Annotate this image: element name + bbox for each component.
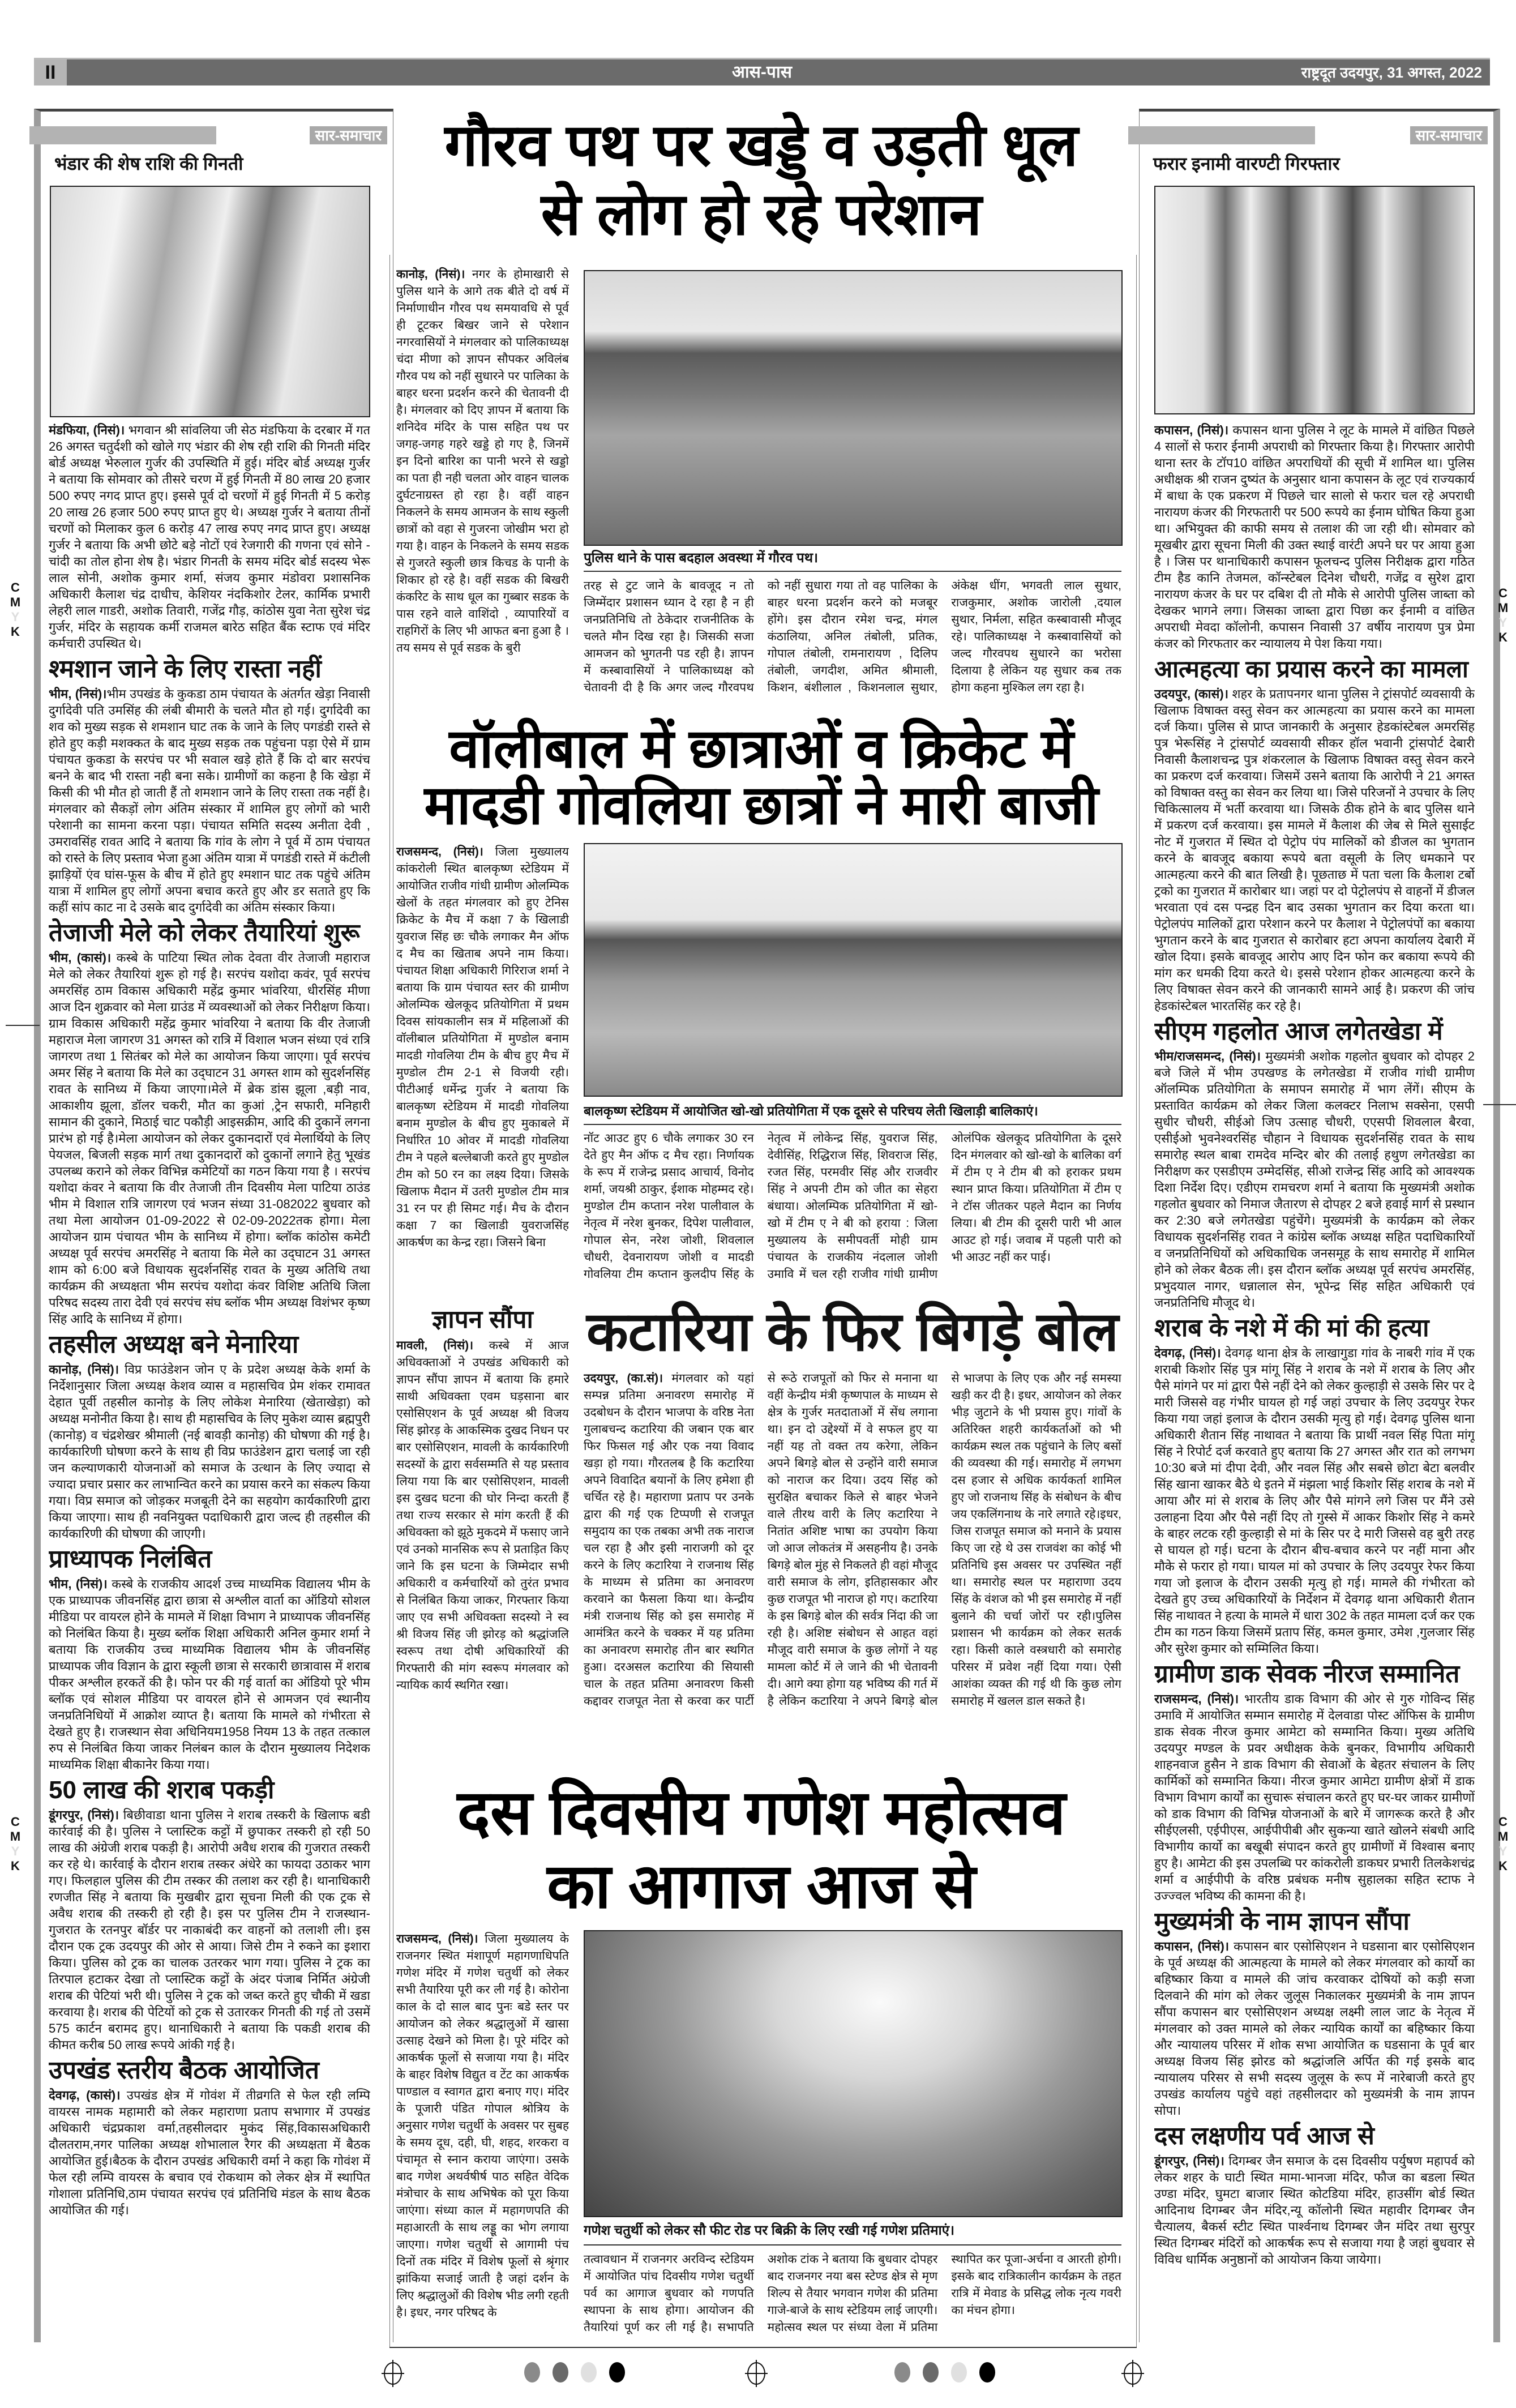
kho-kho-players-photo	[584, 843, 1123, 1097]
story-headline: शराब के नशे में की मां की हत्या	[1154, 1314, 1429, 1342]
story-body	[49, 2087, 370, 2218]
right-news-brief-column	[1139, 109, 1500, 2342]
photo-caption: गणेश चतुर्थी को लेकर सौ फीट रोड पर बिक्री के लिए रखी गई गणेश प्रतिमाएं।	[584, 2223, 955, 2238]
story-text: शहर के प्रतापनगर थाना पुलिस ने ट्रांसपोर्ट व्यवसायी के खिलाफ विषाक्त वस्तु सेवन कर आत्महत्या का प्रयास करने का मामला दर्ज किया। पुलिस से प्राप्त जानकारी के अनुसार हेडकांस्टेबल अमरसिंह पुत्र भेरूसिंह ने ट्रांसपोर्ट व्यवसायी सीकर हॉल भवानी ट्रांसपोर्ट देबारी निवासी कैलाशचन्द्र पुत्र शंकरलाल के खिलाफ विषाक्त वस्तु सेवन करने का प्रकरण दर्ज करवाया। जिसमें उसने बताया कि आरोपी ने 21 अगस्त को विषाक्त वस्तु का सेवन कर लिया था। जिसे परिजनों ने उपचार के लिए चिकित्सालय में भर्ती करवाया था। जिसके ठीक होने के बाद पुलिस थाने में प्रकरण दर्ज करवाया। इस मामले में कैलाश की जेब से मिले सुसाईट नोट में गुजरात में स्थित दो पेट्रोप पंप मालिकों को डीजल का भुगतान करने के बावजूद बकाया रूपये बता वसूली के लिए धमकाने पर आत्महत्या करने की बात लिखी है। पूछताछ में पता चला कि कैलाश टर्बो ट्रको का गुजरात में कारोबार था। जहां पर दो पेट्रोलपंप से वाहनों में डीजल भरवाता एवं दस पन्द्रह दिन बाद उसका भुगतान कर दिया करता था। पेट्रोलपंप मालिकों द्वारा परेशान करने पर कैलाश ने पेट्रोलपंपों का बकाया भुगतान करने के बाद गुजरात से कारोबार हटा अपना कार्यालय देबारी में खोल दिया। इसके बावजूद आरोप आए दिन फोन कर बकाया रूपये की मांग कर धमकी दिया करते थे। इससे परेशान होकर आत्महत्या करने के लिए विषाक्त सेवन करने की जानकारी सामने आई है। प्रकरण की जांच हेडकांस्टेबल भारतसिंह कर रहे है।	[1154, 687, 1475, 1013]
story-text: कपासन बार एसोसिएशन ने घडसाना बार एसोसिएशन के पूर्व अध्यक्ष की आत्महत्या के मामले को लेकर मंगलवार को कार्यो का बहिष्कार किया व मामले की जांच करवाकर दोषियों को कड़ी सजा दिलवाने की मांग को लेकर जुलूस निकालकर मुख्यमंत्री के नाम ज्ञापन सौंपा कपासन बार एसोसिएशन अध्यक्ष लक्ष्मी लाल जाट के नेतृत्व में मंगलवार को उक्त मामले को लेकर न्यायिक कार्यों का बहिष्कार किया और न्यायालय परिसर में शोक सभा आयोजित क घडसाना के पूर्व बार अध्यक्ष विजय सिंह झोरड को श्रद्धांजलि अर्पित की गई इसके बाद न्यायालय परिसर से सभी सदस्य जुलूस के रूप में नारेबाजी करते हुए उपखंड कार्यालय पहुंचे वहां तहसीलदार को मुख्यमंत्री के नाम ज्ञापन सोपा।	[1154, 1939, 1475, 2118]
cmyk-c: C	[11, 1815, 20, 1829]
story-body	[49, 1807, 370, 2053]
story-body: जिला मुख्यालय के राजनगर स्थित मंशापूर्ण महागणाधिपति गणेश मंदिर में गणेश चतुर्थी को लेकर सभी तैयारिया पूरी कर ली गई है। कोरोना काल के दो साल बाद पुनः बडे स्तर पर आयोजन को लेकर श्रद्धालुओं में खासा उत्साह देखने को मिला है। पूरे मंदिर को आकर्षक फूलों से सजाया गया है। मंदिर के बाहर विशेष विद्युत व टेंट का आकर्षक पाण्डाल व स्वागत द्वारा बनाए गए। मंदिर के पूजारी पंडित गोपाल श्रोत्रिय के अनुसार गणेश चतुर्थी के अवसर पर सुबह के समय दूध, दही, घी, शहद, शरकरा व पंचामृत से स्नान कराया जाएंगा। उसके बाद गणेश अथर्वषीर्ष पाठ सहित वेदिक मंत्रोचार के साथ अभिषेक को पूरा किया जाएंगा। संध्या काल में महागणपति की महाआरती के साथ लड्डू का भोग लगाया जाएगा। गणेश चतुर्थी से आगामी पंच दिनों तक मंदिर में विशेष फूलों से श्रृंगार झांकिया सजाई जाती है जहां दर्शन के लिए श्रद्धालुओं की विशेष भीड लगी रहती है। इधर, नगर परिषद के	[396, 1932, 569, 2319]
story-dateline: भीम, (कासं)।	[49, 951, 112, 965]
cmyk-k: K	[11, 1859, 20, 1873]
story-headline: तहसील अध्यक्ष बने मेनारिया	[49, 1331, 299, 1358]
cmyk-c: C	[1498, 586, 1508, 600]
column-divider	[1136, 255, 1137, 2347]
publication-dateline: राष्ट्रदूत उदयपुर, 31 अगस्त, 2022	[1301, 64, 1482, 81]
registration-mark-icon	[1124, 2362, 1142, 2385]
left-stories	[49, 422, 370, 2336]
story-dateline: डूंगरपुर, (निसं)।	[1154, 2154, 1224, 2168]
cmyk-c: C	[11, 580, 20, 594]
story-headline: तेजाजी मेले को लेकर तैयारियां शुरू	[49, 919, 360, 947]
story-body	[1154, 686, 1475, 1014]
right-stories	[1154, 422, 1475, 2336]
story-ganesh-side-text	[396, 1931, 569, 2347]
story-headline: प्राध्यापक निलंबित	[49, 1545, 212, 1573]
story-volleyball-headline-line2: मादडी गोवलिया छात्रों ने मारी बाजी	[424, 775, 1099, 836]
story-text: विप्र फाउंडेशन जोन ए के प्रदेश अध्यक्ष केके शर्मा के निर्देशानुसार जिला अध्यक्ष केशव व्यास व महासचिव प्रेम शंकर रामावत देहात पूर्वी तहसील कानोड़ के लिए लोकेश मेनारिया (खेताखेड़ा) को अध्यक्ष मनोनीत किया है। साथ ही महासचिव के लिए मुकेश व्यास ब्रह्मपुरी (कानोड़) व चंद्रशेखर श्रीमाली (नई बावड़ी कानोड़) की घोषणा की गई है। कार्यकारिणी घोषणा करने के साथ ही विप्र फाउंडेशन द्वारा चलाई जा रही जन कल्याणकारी योजनाओं को समाज के उत्थान के लिए ज्यादा से ज्यादा प्रचार प्रसार कर लाभान्वित करने का प्रयास करने का संकल्प किया गया। विप्र समाज को जोड़कर मजबूती देने का सहयोग कार्यकारिणी द्वारा किया जाएगा। साथ ही नवनियुक्त पदाधिकारी द्वारा जल्द ही तहसील की कार्यकारिणी की घोषणा की जाएगी।	[49, 1362, 370, 1541]
cmyk-y: Y	[11, 1844, 20, 1858]
story-dateline: उदयपुर, (का.सं)।	[584, 1372, 663, 1385]
registration-mark-icon	[747, 2362, 765, 2385]
story-text: भीम उपखंड के कुकडा ठाम पंचायत के अंतर्गत खेड़ा निवासी दुर्गादेवी पति उमसिंह की लंबी बीमारी के चलते मौत हो गई। दुर्गादेवी का शव को मुख्य सड़क से शमशान घाट तक के जाने के लिए पगडंडी रास्ते से होते हुए कड़ी मशक्कत के बाद मुख्य सड़क तक पहुंचना पड़ा ऐसे में ग्राम पंचायत कुकडा के सरपंच पर भी सवाल खड़े होते हैं कि दो बार सरपंच बनने के बाद भी रास्ता नही बना सके। ग्रामीणों का कहना है कि खेड़ा में किसी की भी मौत हो जाती हैं तो शमशान जाने के लिए रास्ता तक नहीं है।मंगलवार को सैकड़ों लोग अंतिम संस्कार में शामिल हुए लोगों को भारी परेशानी का सामना करना पड़ा। पंचायत समिति सदस्य अनीता देवी , उमरावसिंह रावत आदि ने बताया कि गांव के लोग ने पूर्व में ठाम पंचायत को रास्ते के लिए प्रस्ताव भेजा हुआ अंतिम यात्रा में पगडंडी रास्ते में कंटीली झाड़ियों एंव घांस-फूस के बीच में होते हुए श्मशान घाट तक पहुंचे अंतिम यात्रा में शामिल हुए लोगों अपना बचाव करते हुए और डर सताते हुए कि कहीं सांप काट ना दे उसके बाद दुर्गादेवी का अंतिम संस्कार किया।	[49, 687, 370, 914]
page-header-bar	[34, 58, 1490, 85]
cmyk-print-mark	[1494, 1815, 1511, 1874]
story-text: मुख्यमंत्री अशोक गहलोत बुधवार को दोपहर 2 बजे जिले में भीम उपखण्ड के लगेतखेडा में राजीव गांधी ग्रामीण ऑलम्पिक प्रतियोगिता के समापन समारोह में भाग लेंगें। सीएम के प्रस्तावित कार्यक्रम को लेकर जिला कलक्टर निलाभ सक्सेना, एसपी सुधीर चौधरी, सीईओ जिप उत्साह चौधरी, एएसपी शिवलाल बैरवा, एसीईओ भुवनेश्वरसिंह चौहान ने विधायक सुदर्शनसिंह रावत के साथ समारोह स्थल बाबा रामदेव मन्दिर बोर की तलाई हथुण लगेतखेडा का निरीक्षण कर एसडीएम उम्मेदसिंह, सीओ राजेन्द्र सिंह आदि को आवश्यक दिशा निर्देश दिए। एडीएम रामचरण शर्मा ने बताया कि मुख्यमंत्री अशोक गहलोत बुधवार को निमाज जैतारण से दोपहर 2 बजे हवाई मार्ग से प्रस्थान कर 2:30 बजे लगेतखेडा पहुंचेंगे। मुख्यमंत्री के कार्यक्रम को लेकर विधायक सुदर्शनसिंह रावत ने कांग्रेस ब्लॉक अध्यक्ष सहित पदाधिकारियों व जनप्रतिनिधियों को अधिकाधिक जनसमूह के साथ समारोह में शामिल होने को लेकर बैठक ली। इस दौरान ब्लॉक अध्यक्ष पूर्व सरपंच अमरसिंह, प्रभुदयाल नागर, धन्नालाल सेन, भूपेन्द्र सिंह सहित अधिकारी एवं जनप्रतिनिधि मौजूद थे।	[1154, 1049, 1475, 1310]
story-text: बिछीवाडा थाना पुलिस ने शराब तस्करी के खिलाफ बडी कार्रवाई की है। पुलिस ने प्लास्टिक कट्टों में छुपाकर तस्करी हो रही 50 लाख की अंग्रेजी शराब पकड़ी है। आरोपी अवैध शराब की गुजरात तस्करी कर रहे थे। कार्रवाई के दौरान शराब तस्कर अंधेरे का फायदा उठाकर भाग गए। फिलहाल पुलिस की टीम तस्कर की तलाश कर रही है। थानाधिकारी रणजीत सिंह ने बताया कि मुखबीर द्वारा सूचना मिली की एक ट्रक से अवैध शराब की तस्करी हो रही है। इस पर पुलिस टीम ने राजस्थान-गुजरात के रतनपुर बॉर्डर पर नाकाबंदी कर वाहनों को तलाशी ली। इस दौरान एक ट्रक उदयपुर की ओर से आया। जिसे टीम ने रुकने का इशारा किया। पुलिस को ट्रक का चालक उतरकर भाग गया। पुलिस ने ट्रक का तिरपाल हटाकर देखा तो प्लास्टिक कट्टों के अंदर पंजाब निर्मित अंग्रेजी शराब की पेटियां भरी थी। पुलिस ने ट्रक को जब्त करते हुए चौकी में खडा करवाया है। शराब की पेटियों को ट्रक से उतारकर गिनती की गई तो उसमें 575 कार्टन बरामद हुए। थानाधिकारी ने बताया कि पकडी शराब की कीमत करीब 50 लाख रूपये आंकी गई है।	[49, 1808, 370, 2052]
story-volleyball-side-text	[396, 844, 569, 1285]
story-text: कस्बे के राजकीय आदर्श उच्च माध्यमिक विद्यालय भीम के एक प्राध्यापक जीवनसिंह द्वारा छात्रा से अश्लील वार्ता का ऑडियो सोशल मीडिया पर वायरल होने के मामले में शिक्षा विभाग ने प्राध्यापक जीवनसिंह को निलंबित किया है। मुख्य ब्लॉक शिक्षा अधिकारी अनिल कुमार शर्मा ने बताया कि राजकीय उच्च माध्यमिक विद्यालय भीम के जीवनसिंह प्राध्यापक जीव विज्ञान के द्वारा स्कूली छात्रा से सरकारी छात्रावास में शराब पीकर अश्लील हरकतें की है। फोन पर की गई वार्ता का ऑडियो पूरे भीम ब्लॉक एवं सोशल मीडिया पर वायरल होने से आमजन एवं स्थानीय जनप्रतिनिधियों में आक्रोश व्याप्त है। बताया कि मामले को गंभीरता से देखते हुए है। राजस्थान सेवा अधिनियम1958 नियम 13 के तहत तत्काल रुप से निलंबित किया जाकर निलंबन काल के दौरान मुख्यालय निदेशक माध्यमिक शिक्षा बीकानेर किया गया।	[49, 1577, 370, 1772]
sar-samachar-tag: सार-समाचार	[306, 126, 387, 144]
story-body: नगर के होमाखारी से पुलिस थाने के आगे तक बीते दो वर्ष में निर्माणाधीन गौरव पथ समयावधि से पूर्व ही टूटकर बिखर जाने से परेशान नगरवासियों ने मंगलवार को पालिकाध्यक्ष चंदा मीणा को ज्ञापन सौपकर अविलंब गौरव पथ को नहीं सुधारने पर पालिका के बाहर धरना प्रदर्शन करने की चेतावनी दी है। मंगलवार को दिए ज्ञापन में बताया कि शनिदेव मंदिर के पास सहित पथ पर जगह-जगह गहरे खड्डे हो गए है, जिनमें इन दिनो बारिश का पानी भरने से खड्डो का पता ही नही चलता ओर वाहन चालक दुर्घटनाग्रस्त हो रहा है। वहीं वाहन निकलने के समय आमजन के साथ स्कुली छात्रों को वहा से गुजरना जोखीम भरा हो गया है। वाहन के निकलने के समय सडक से गुजरते स्कुली छात्र किचड के पानी के शिकार हो रहे है। वहीं सडक की बिखरी कंकरिट के साथ धूल का गुब्बार सडक के पास रहने वाले वाशिंदो , व्यापारियों व राहगिरों के लिए भी आफत बना हुआ है । तय समय से पूर्व सडक के बुरी	[396, 268, 569, 655]
story-dateline: भीम, (निसं)।	[49, 1577, 108, 1591]
story-headline: मुख्यमंत्री के नाम ज्ञापन सौंपा	[1154, 1907, 1410, 1935]
damaged-road-photo	[584, 270, 1123, 546]
color-calibration-dot	[553, 2362, 568, 2383]
story-body: जिला मुख्यालय कांकरोली स्थित बालकृष्ण स्टेडियम में आयोजित राजीव गांधी ग्रामीण ओलम्पिक खेलों के तहत मंगलवार को हुए टेनिस क्रिकेट के मैच में कक्षा 7 के खिलाडी युवराज सिंह छः चौके लगाकर मैन ऑफ द मैच का खिताब अपने नाम किया। पंचायत शिक्षा अधिकारी गिरिराज शर्मा ने बताया कि ग्राम पंचायत स्तर की ग्रामीण ओलम्पिक खेलकूद प्रतियोगिता में प्रथम दिवस सांयकालीन सत्र में महिलाओं की वॉलीबाल प्रतियोगिता में मुण्डोल बनाम मादडी गोवलिया टीम के बीच हुए मैच में मुण्डोल टीम 2-1 से विजयी रही। पीटीआई धर्मेन्द्र गुर्जर ने बताया कि बालकृष्ण स्टेडियम में मादडी गोवलिया बनाम मुण्डोल के बीच हुए मुकाबले में निर्धारित 10 ओवर में मादडी गोवलिया टीम ने पहले बल्लेबाजी करते हुए मुण्डोल टीम को 50 रन का लक्ष्य दिया। जिसके खिलाफ मैदान में उतरी मुण्डोल टीम मात्र 31 रन पर ही सिमट गई। मैच के दौरान कक्षा 7 का खिलाडी युवराजसिंह आकर्षण का केन्द्र रहा। जिसने बिना	[396, 845, 569, 1249]
color-calibration-dot	[979, 2362, 995, 2383]
story-body	[1154, 1938, 1475, 2119]
cmyk-print-mark	[7, 580, 24, 639]
left-news-brief-column	[34, 109, 393, 2342]
column-divider	[389, 255, 390, 2347]
temple-cash-counting-photo	[50, 186, 370, 417]
story-text: भारतीय डाक विभाग की ओर से गुरु गोविन्द सिंह उमावि में आयोजित सम्मान समारोह में देलवाडा पोस्ट ऑफिस के ग्रामीण डाक सेवक नीरज कुमार आमेटा को सम्मानित किया। मुख्य अतिथि उदयपुर मण्डल के प्रवर अधीक्षक केके बुनकर, विभागीय अधिकारी शाहनवाज हुसैन ने डाक विभाग की सेवाओं के बेहतर संचालन के लिए कार्मिकों को सम्मानित किया। नीरज कुमार आमेटा ग्रामीण क्षेत्रों में डाक विभाग विभाग कार्यों का सुचारू संचालन करते हुए घर-घर जाकर ग्रामीणों को डाक विभाग की विभिन्न योजनाओं के बारे में जागरूक करते है और सीईएलसी, एईपीएस, आईपीपीबी और सुकन्या खाते खोलने संबधी आदि विभागीय कार्यो का बखूबी संपादन करते हुए ग्रामीणों में विश्वास बनाए हुए है। आमेटा की इस उपलब्धि पर कांकरोली डाकघर प्रभारी तिलकेशचंद्र शर्मा व आईपीपी के वरिष्ठ प्रबंधक मनीष सुहालका सहित स्टाफ ने उज्ज्वल भविष्य की कामना की है।	[1154, 1692, 1475, 1903]
story-body	[49, 686, 370, 916]
crop-mark	[6, 1025, 40, 1026]
photo-caption: बालकृष्ण स्टेडियम में आयोजित खो-खो प्रतियोगिता में एक दूसरे से परिचय लेती खिलाड़ी बालिकाएं।	[584, 1104, 1038, 1118]
cmyk-k: K	[11, 625, 20, 639]
page-bottom-rule	[389, 2347, 1137, 2348]
story-text: भगवान श्री सांवलिया जी सेठ मंडफिया के दरबार में गत 26 अगस्त चतुर्दशी को खोले गए भंडार की शेष रही राशि की गिनती मंदिर बोर्ड अध्यक्ष भेरुलाल गुर्जर की उपस्थिति में हुई। मंदिर बोर्ड अध्यक्ष गुर्जर ने बताया कि सोमवार को तीसरे चरण में हुई गिनती में 80 लाख 20 हजार 500 रुपए नगद प्राप्त हुए। इससे पूर्व दो चरणों में हुई गिनती में 5 करोड़ 20 लाख 26 हजार 500 रुपए प्राप्त हुए थे। अध्यक्ष गुर्जर ने बताया तीनों चरणों को मिलाकर कुल 6 करोड़ 47 लाख रुपए नगद प्राप्त हुए। अध्यक्ष गुर्जर ने बताया कि अभी छोटे बड़े नोटों एवं रेजगारी की गणना एवं सोने - चांदी का तोल होना शेष है। भंडार गिनती के समय मंदिर बोर्ड सदस्य भेरू लाल सोनी, अशोक कुमार शर्मा, संजय कुमार मंडोवरा प्रशासनिक अधिकारी कैलाश चंद्र दाधीच, केशियर नंदकिशोर टेलर, कार्मिक प्रभारी लेहरी लाल गाडरी, अशोक तिवारी, गजेंद्र गौड़, कांठोस युवा नेता सुरेश चंद्र गुर्जर, मंदिर के सहायक कर्मी राजमल बारेठ सहित बैंक स्टाफ एवं मंदिर कर्मचारी उपस्थित थे।	[49, 423, 370, 651]
tag-bar-decoration	[29, 126, 216, 144]
color-calibration-dot	[951, 2362, 967, 2383]
cmyk-print-mark	[1494, 586, 1511, 645]
story-dateline: राजसमन्द, (निसं)।	[1154, 1692, 1239, 1706]
story-dateline: राजसमन्द, (निसं)।	[396, 1932, 478, 1945]
story-body	[1154, 1345, 1475, 1657]
story-text: दिगम्बर जैन समाज के दस दिवसीय पर्युषण महापर्व को लेकर शहर के घाटी स्थित मामा-भानजा मंदिर, फौज का बडला स्थित उण्डा मंदिर, घुमटा बाजार स्थित कोटडिया मंदिर, हाउसींग बोर्ड स्थित आदिनाथ दिगम्बर जैन मंदिर,न्यू कॉलोनी स्थित महावीर दिगम्बर जैन चैत्यालय, बैकर्स स्टीट स्थित पार्श्वनाथ दिगम्बर जैन मंदिर तथा सुरपुर स्थित दिगम्बर मंदिरों को आकर्षक रूप से सजाया गया है जहां बुधवार से विविध धार्मिक अनुष्ठानों को आयोजन किया जायेगा।	[1154, 2154, 1475, 2266]
story-memorandum-text	[396, 1337, 569, 1745]
story-body	[49, 1361, 370, 1542]
color-calibration-dot	[923, 2362, 939, 2383]
story-dateline: कपासन, (निसं)।	[1154, 1939, 1230, 1953]
cmyk-k: K	[1498, 1859, 1508, 1873]
story-ganesh-headline-line2: का आगाज आज से	[547, 1851, 976, 1921]
color-calibration-dot	[894, 2362, 910, 2383]
color-calibration-dot	[609, 2362, 625, 2383]
story-gaurav-path-side-text	[396, 266, 569, 702]
story-headline: उपखंड स्तरीय बैठक आयोजित	[49, 2056, 319, 2084]
arrested-accused-with-police-photo	[1154, 186, 1475, 414]
section-tag-row	[29, 126, 387, 144]
story-dateline: भीम, (निसं)।	[49, 687, 107, 701]
page-number: II	[34, 59, 67, 85]
story-headline: आत्महत्या का प्रयास करने का मामला	[1154, 656, 1468, 682]
ganesh-idols-photo	[584, 1930, 1123, 2217]
photo-caption: पुलिस थाने के पास बदहाल अवस्था में गौरव पथ।	[584, 550, 819, 566]
story-body: कस्बे में आज अधिवक्ताओं ने उपखंड अधिकारी को ज्ञापन सौंपा ज्ञापन में बताया कि हमारे साथी अधिवक्ता एवम घड़साना बार एसोसिएशन के पूर्व अध्यक्ष श्री विजय सिंह झोरड़ के आकस्मिक दुखद निधन पर बार एसोसिएशन, मावली के कार्यकारिणी सदस्यों के द्वारा सर्वसम्मति से यह प्रस्ताव लिया गया कि बार एसोसिएशन, मावली इस दुखद घटना की घोर निन्दा करती हैं तथा राज्य सरकार से मांग करती हैं की अधिवक्ता को झूठे मुकदमे में फसाए जाने एवं उनको मानसिक रूप से प्रताड़ित किए जाने कि इस घटना के जिम्मेदार सभी अधिकारी व कर्मचारियों को तुरंत प्रभाव से निलंबित किया जाकर, गिरफ्तार किया जाए एव सभी अधिवक्ता सदस्यो ने स्व श्री विजय सिंह जी झोरड़ को श्रद्धांजलि स्वरूप तथा दोषी अधिकारियों की गिरफ्तारी की मांग स्वरूप मंगलवार को न्यायिक कार्य स्थगित रखा।	[396, 1339, 569, 1692]
divider	[584, 1124, 1121, 1125]
lead-story-headline: भंडार की शेष राशि की गिनती	[54, 153, 243, 174]
story-headline: दस लक्षणीय पर्व आज से	[1154, 2122, 1374, 2150]
crop-mark	[1483, 1104, 1516, 1105]
cmyk-y: Y	[11, 610, 20, 624]
story-gaurav-path-headline-line1: गौरव पथ पर खड्डे व उड़ती धूल	[444, 113, 1078, 178]
story-body: मंगलवार को यहां सम्पन्न प्रतिमा अनावरण समारोह में उदबोधन के दौरान भाजपा के वरिष्ठ नेता गुलाबचन्द कटारिया की जबान एक बार फिर फिसल गई और एक नया विवाद खड़ा हो गया। गौरतलब है कि कटारिया अपने विवादित बयानों के लिए हमेशा ही चर्चित रहे है। महाराणा प्रताप पर उनके द्वारा की गई एक टिप्पणी से राजपूत समुदाय का एक तबका अभी तक नाराज चल रहा है और इसी नाराजगी को दूर करने के लिए कटारिया ने राजनाथ सिंह के माध्यम से प्रतिमा का अनावरण करवाने का फैसला किया था। केन्द्रीय मंत्री राजनाथ सिंह को इस समारोह में आमंत्रित करने के चक्कर में यह प्रतिमा का अनावरण समारोह तीन बार स्थगित हुआ। दरअसल कटारिया की सियासी चाल के तहत प्रतिमा अनावरण किसी कद्दावर राजपूत नेता से करवा कर पार्टी से रूठे राजपूतों को फिर से मनाना था वहीं केन्द्रीय मंत्री कृष्णपाल के माध्यम से क्षेत्र के गुर्जर मतदाताओं में सेंध लगाना था। इन दो उद्देश्यों में वे सफल हुए या नहीं यह तो वक्त तय करेगा, लेकिन अपने बिगड़े बोल से उन्होंने वारी समाज को नाराज कर दिया। उदय सिंह को सुरक्षित बचाकर किले से बाहर भेजने वाले तीरथ वारी के लिए कटारिया ने नितांत अशिष्ट भाषा का उपयोग किया जो आज लोकतंत्र में असहनीय है। उनके बिगड़े बोल मुंह से निकलते ही वहां मौजूद वारी समाज के लोग, इतिहासकार और कुछ राजपूत भी नाराज हो गए। कटारिया के इस बिगड़े बोल की सर्वत्र निंदा की जा रही है। अशिष्ट संबोधन से आहत वहां मौजूद वारी समाज के कुछ लोगों ने यह मामला कोर्ट में ले जाने की भी चेतावनी दी। आगे क्या होगा यह भविष्य की गर्त में है लेकिन कटारिया ने अपने बिगड़े बोल से भाजपा के लिए एक और नई समस्या खड़ी कर दी है। इधर, आयोजन को लेकर भीड़ जुटाने के भी प्रयास हुए। गांवों के अतिरिक्त शहरी कार्यकर्ताओं को भी कार्यक्रम स्थल तक पहुंचाने के लिए बसों की व्यवस्था की गई। समारोह में लगभग दस हजार से अधिक कार्यकर्ता शामिल हुए जो राजनाथ सिंह के संबोधन के बीच जय एकलिंगनाथ के नारे लगाते रहे।इधर, जिस राजपूत समाज को मनाने के प्रयास किए जा रहे थे उस राजवंश का कोई भी प्रतिनिधि इस अवसर पर उपस्थित नहीं था। समारोह स्थल पर महाराणा उदय सिंह के वंशज को भी इस समारोह में नहीं बुलाने की चर्चा जोरों पर रही।पुलिस प्रशासन भी कार्यक्रम को लेकर सतर्क रहा। किसी काले वस्त्रधारी को समारोह परिसर में प्रवेश नहीं दिया गया। ऐसी आशंका व्यक्त की गई थी कि कुछ लोग समारोह में खलल डाल सकते है।	[584, 1372, 1121, 1708]
story-dateline: भीम/राजसमन्द, (निसं)।	[1154, 1049, 1261, 1063]
story-kataria-headline: कटारिया के फिर बिगड़े बोल	[586, 1302, 1119, 1362]
story-headline: सीएम गहलोत आज लगेतखेडा में	[1154, 1017, 1443, 1045]
story-body	[1154, 1048, 1475, 1311]
story-body	[1154, 422, 1475, 652]
story-text: कपासन थाना पुलिस ने लूट के मामले में वांछित पिछले 4 सालों से फरार ईनामी अपराधी को गिरफ्तार किया है। गिरफ्तार आरोपी थाना स्तर के टॉप10 वांछित अपराधियों की सूची में शामिल था। पुलिस अधीक्षक श्री राजन दुष्यंत के अनुसार थाना कपासन के लूट एवं राज्यकार्य में बाधा के एक प्रकरण में पिछले चार सालो से फरार चल रहे अपराधी नारायण कंजर की गिरफतारी पर 500 रूपये का ईनाम घोषित किया हुआ था। अभियुक्त की काफी समय से तलाश की जा रही थी। सोमवार को मूखबीर द्वारा सूचना मिली की उक्त स्थाई वारंटी अपने घर पर आया हुआ है । जिस पर थानाधिकारी कपासन फूलचन्द पुलिस निरीक्षक द्वारा गठित टीम हैड कानि तेजमल, कॉन्स्टेबल दिनेश चौधरी, गजेंद्र व सुरेश द्वारा नारायण कंजर के घर पर दबिश दी तो मौके से आरोपी पुलिस जाब्ता को देखकर भागने लगा। जिसका जाब्ता द्वारा पिछा कर ईनामी व वांछित अपराधी मेवदा कॉलोनी, कपासन निवासी 37 वर्षीय नारायण पुत्र प्रेमा कंजर को गिरफतार कर न्यायालय मे पेश किया गया।	[1154, 423, 1475, 651]
story-dateline: देवगढ़, (निसं)।	[1154, 1346, 1221, 1360]
color-calibration-dot	[524, 2362, 540, 2383]
cmyk-y: Y	[1498, 1844, 1508, 1858]
sar-samachar-tag: सार-समाचार	[1407, 126, 1488, 144]
story-headline: 50 लाख की शराब पकड़ी	[49, 1776, 275, 1804]
divider	[584, 2244, 1121, 2246]
story-ganesh-headline-line1: दस दिवसीय गणेश महोत्सव	[457, 1778, 1066, 1847]
story-dateline: राजसमन्द, (निसं)।	[396, 845, 483, 858]
story-dateline: कपासन, (निसं)।	[1154, 423, 1229, 437]
story-dateline: कानोड़, (निसं)।	[49, 1362, 119, 1376]
story-dateline: डूंगरपुर, (निसं)।	[49, 1808, 119, 1822]
story-body	[49, 1576, 370, 1773]
cmyk-m: M	[10, 1829, 21, 1844]
story-ganesh-columns: तत्वावधान में राजनगर अरविन्द स्टेडियम में आयोजित पांच दिवसीय गणेश चतुर्थी पर्व का आगाज बुधवार को गणपति स्थापना के साथ होगा। आयोजन की तैयारियां पूर्ण कर ली गई है। सभापति अशोक टांक ने बताया कि बुधवार दोपहर बाद राजनगर नया बस स्टेण्ड क्षेत्र से मृण शिल्प से तैयार भगवान गणेश की प्रतिमा गाजे-बाजे के साथ स्टेडियम लाई जाएगी। महोत्सव स्थल पर संध्या वेला में प्रतिमा स्थापित कर पूजा-अर्चना व आरती होगी। इसके बाद रात्रिकालीन कार्यक्रम के तहत रात्रि में मेवाड के प्रसिद्ध लोक नृत्य गवरी का मंचन होगा।	[584, 2253, 1121, 2334]
cmyk-y: Y	[1498, 615, 1508, 630]
cmyk-c: C	[1498, 1815, 1508, 1829]
story-dateline: मावली, (निसं)।	[396, 1339, 474, 1352]
story-headline: श्मशान जाने के लिए रास्ता नहीं	[49, 655, 322, 683]
color-calibration-dot	[581, 2362, 597, 2383]
section-tag-row	[1128, 126, 1488, 144]
cmyk-m: M	[10, 595, 21, 609]
story-headline: ग्रामीण डाक सेवक नीरज सम्मानित	[1154, 1660, 1460, 1688]
story-dateline: कानोड़, (निसं)।	[396, 268, 465, 281]
story-body	[49, 949, 370, 1327]
cmyk-m: M	[1497, 601, 1509, 615]
story-text: कस्बे के पाटिया स्थित लोक देवता वीर तेजाजी महाराज मेले को लेकर तैयारियां शुरू हो गई है। सरपंच यशोदा कवंर, पूर्व सरपंच अमरसिंह ठाम विकास अधिकारी महेंद्र कुमार भांवरिया, धीरसिंह मीणा आज दिन शुक्रवार को मेला ग्राउंड में व्यवस्थाओं को लेकर निरीक्षण किया। ग्राम विकास अधिकारी महेंद्र कुमार भांवरिया ने बताया कि वीर तेजाजी महाराज मेला जागरण 31 अगस्त को रात्रि में विशाल भजन संध्या एवं रात्रि जागरण तथा 1 सितंबर को मेले का आयोजन किया जाएगा। पूर्व सरपंच अमर सिंह ने बताया कि मेले का उद्‌घाटन 31 अगस्त शाम को सुदर्शनसिंह रावत के सानिध्य में किया जाएगा।मेले में ब्रेक डांस झूला ,बड़ी नाव, आकाशीय झूला, डॉलर चकरी, मौत का कुआं ,ट्रेन सफारी, मनिहारी सामान की दुकाने, मिठाई चाट पकौड़ी आइसक्रीम, आदि की दुकानें लगना प्रारंभ हो गई है।मेला आयोजन को लेकर दुकानदारों एवं मेलार्थियो के लिए पेयजल, बिजली सड़क मार्ग तथा दुकानदारों को दुकानों लगाने हेतु भूखंड उपलब्ध कराने को लेकर विभिन्न कमेटियों का गठन किया गया है । सरपंच यशोदा कंवर ने बताया कि वीर तेजाजी तीन दिवसीय मेला पाटिया ठाउंड भीम मे विशाल रात्रि जागरण एवं भजन संध्या 31-082022 बुधवार को तथा मेला आयोजन 01-09-2022 से 02-09-2022तक होगा। मेला आयोजन ग्राम पंचायत भीम के सानिध्य में होगा। ब्लॉक कांठोस कमेटी अध्यक्ष पूर्व सरपंच अमरसिंह ने बताया कि मेले का उद्‌घाटन 31 अगस्त शाम को 6:00 बजे विधायक सुदर्शनसिंह रावत के मुख्य अतिथि तथा कार्यक्रम की अध्यक्षता भीम सरपंच यशोदा कंवर विशिष्ट अतिथि जिला परिषद सदस्य तारा देवी एवं सरपंच संघ ब्लॉक भीम अध्यक्ष विशंभर कृष्ण सिंह आदि के सानिध्य में होगा।	[49, 951, 370, 1326]
story-dateline: मंडफिया, (निसं)।	[49, 423, 125, 437]
story-body	[49, 422, 370, 652]
story-text: देवगढ़ थाना क्षेत्र के लाखागुडा गांव के नाबरी गांव में एक शराबी किशोर सिंह पुत्र मांगू सिंह ने शराब के नशे में शराब के लिए और पैसे मांगने पर मां द्वारा पैसे नहीं देने को लेकर कुल्हाड़ी से उसके सिर पर दे मारी जिससे वह गंभीर घायल हो गई जहां उपचार के लिए उदयपुर रेफर किया गया जहां इलाज के दौरान उसकी मृत्यु हो गई। देवगढ़ पुलिस थाना अधिकारी शैतान सिंह नाथावत ने बताया कि प्रार्थी नवल सिंह पिता मांगू सिंह ने रिपोर्ट दर्ज करवाते हुए बताया कि 27 अगस्त और रात को लगभग 10:30 बजे मां दीपा देवी, और नवल सिंह और सबसे छोटा बेटा बलवीर सिंह खाना खाकर बैठे थे इतने में मंझला भाई किशोर सिंह शराब के नशे में आया और मां से शराब के लिए और पैसे मांगने लगे जिस पर मैंने उसे उलाहना दिया और पैसे नहीं दिए तो गुस्से में आकर किशोर सिंह ने कमरे के बाहर लटक रही कुल्हाड़ी से मां के सिर पर दे मारी जिससे वह बुरी तरह से घायल हो गई। घटना के दौरान बीच-बचाव करने पर नहीं माना और मौके से फरार हो गया। घायल मां को उपचार के लिए उदयपुर रेफर किया गया जो इलाज के दौरान उसकी मृत्यु हो गई। मामले की गंभीरता को देखते हुए उच्च अधिकारियों के निर्देशन में देवगढ़ थाना अधिकारी शैतान सिंह नाथावत ने हत्या के मामले में धारा 302 के तहत मामला दर्ज कर एक टीम का गठन किया जिसमें प्रताप सिंह, कमल कुमार, उमेश ,गुलजार सिंह और सुरेश कुमार को सम्मिलित किया।	[1154, 1346, 1475, 1656]
tag-bar-decoration	[1128, 126, 1315, 144]
story-kataria-columns	[584, 1370, 1121, 1747]
story-gaurav-path-headline-line2: से लोग हो रहे परेशान	[541, 182, 982, 247]
registration-mark-icon	[384, 2362, 402, 2385]
story-body	[1154, 1691, 1475, 1904]
story-volleyball-headline-line1: वॉलीबाल में छात्राओं व क्रिकेट में	[449, 718, 1074, 779]
divider	[584, 571, 1121, 572]
story-memorandum-headline: ज्ञापन सौंपा	[432, 1306, 533, 1333]
story-gaurav-path-columns: तरह से टुट जाने के बावजूद न तो जिम्मेंदार प्रशासन ध्यान दे रहा है न ही जनप्रतिनिधि तो ठेकेदार राजनीतिक के चलते मौन दिख रहा है। जिसकी सजा आमजन को भुगतनी पड रही है। ज्ञापन में कस्बावासियों ने पालिकाध्यक्ष को चेतावनी दी है कि अगर जल्द गौरवपथ को नहीं सुधारा गया तो वह पालिका के बाहर धरना प्रदर्शन करने को मजबूर होंगे। इस दौरान रमेश चन्द्र, मंगल कंठालिया, अनिल तंबोली, प्रतिक, गोपाल तंबोली, रामनारायण , दिलिप तंबोली, जगदीश, अमित श्रीमाली, किशन, बंशीलाल , किशनलाल सुथार, अंकेक्ष धींग, भगवती लाल सुथार, राजकुमार, अशोक जारोली ,दयाल सुथार, निर्मला, सहित कस्बावासी मौजूद रहे। पालिकाध्यक्ष ने कस्बावासियों को जल्द गौरवपथ सुधारने का भरोसा दिलाया है लेकिन यह सुधार कब तक होगा कहना मुश्किल लग रहा है।	[584, 579, 1121, 694]
story-volleyball-columns: नॉट आउट हुए 6 चौके लगाकर 30 रन देते हुए मैन ऑफ द मैच रहा। निर्णायक के रूप में राजेन्द्र प्रसाद आचार्य, विनोद शर्मा, जयश्री ठाकुर, ईशाक मोहम्मद रहे। मुण्डोल टीम कप्तान नरेश पालीवाल के नेतृत्व में नरेश बुनकर, दिपेश पालीवाल, गोपाल सेन, नरेश जोशी, शिवलाल चौधरी, देवनारायण जोशी व मादडी गोवलिया टीम कप्तान कुलदीप सिंह के नेतृत्व में लोकेन्द्र सिंह, युवराज सिंह, देवीसिंह, रिद्धिराज सिंह, शिवराज सिंह, रजत सिंह, परमवीर सिंह और राजवीर सिंह ने अपनी टीम को जीत का सेहरा बंधाया। ओलम्पिक प्रतियोगिता में खो-खो में टीम ए ने बी को हराया : जिला मुख्यालय के समीपवर्ती मोही ग्राम पंचायत के राजकीय नंदलाल जोशी उमावि में चल रही राजीव गांधी ग्रामीण ओलंपिक खेलकूद प्रतियोगिता के दूसरे दिन मंगलवार को खो-खो के बालिका वर्ग में टीम ए ने टीम बी को हराकर प्रथम स्थान प्राप्त किया। प्रतियोगिता में टीम ए ने टॉस जीतकर पहले मैदान का निर्णय लिया। बी टीम की दूसरी पारी भी आल आउट हो गई। जवाब में पहली पारी को भी आउट नहीं कर पाई।	[584, 1132, 1121, 1281]
cmyk-print-mark	[7, 1815, 24, 1874]
cmyk-m: M	[1497, 1829, 1509, 1844]
story-body	[1154, 2153, 1475, 2268]
section-title: आस-पास	[731, 63, 793, 82]
story-text: उपखंड क्षेत्र में गोवंश में तीव्रगति से फेल रही लम्पि वायरस नामक महामारी को लेकर महाराणा प्रताप सभागार में उपखंड अधिकारी चंद्रप्रकाश वर्मा,तहसीलदार मुकंद सिंह,विकासअधिकारी दौलतराम,नगर पालिका अध्यक्ष शोभालाल रैगर की अध्यक्षता में बैठक आयोजित हुई।बैठक के दौरान उपखंड अधिकारी वर्मा ने कहा कि गोवंश में फेल रही लम्पि वायरस के बचाव एवं रोकथाम को लेकर क्षेत्र में स्थापित गोशाला प्रतिनिधि,ठाम पंचायत सरपंच एवं प्रतिनिधि मंडल के साथ बैठक आयोजित की गई।	[49, 2088, 370, 2217]
story-dateline: देवगढ़, (कासं)।	[49, 2088, 121, 2102]
lead-story-headline: फरार इनामी वारण्टी गिरफ्तार	[1153, 153, 1340, 174]
cmyk-k: K	[1498, 630, 1508, 644]
story-dateline: उदयपुर, (कासं)।	[1154, 687, 1229, 701]
